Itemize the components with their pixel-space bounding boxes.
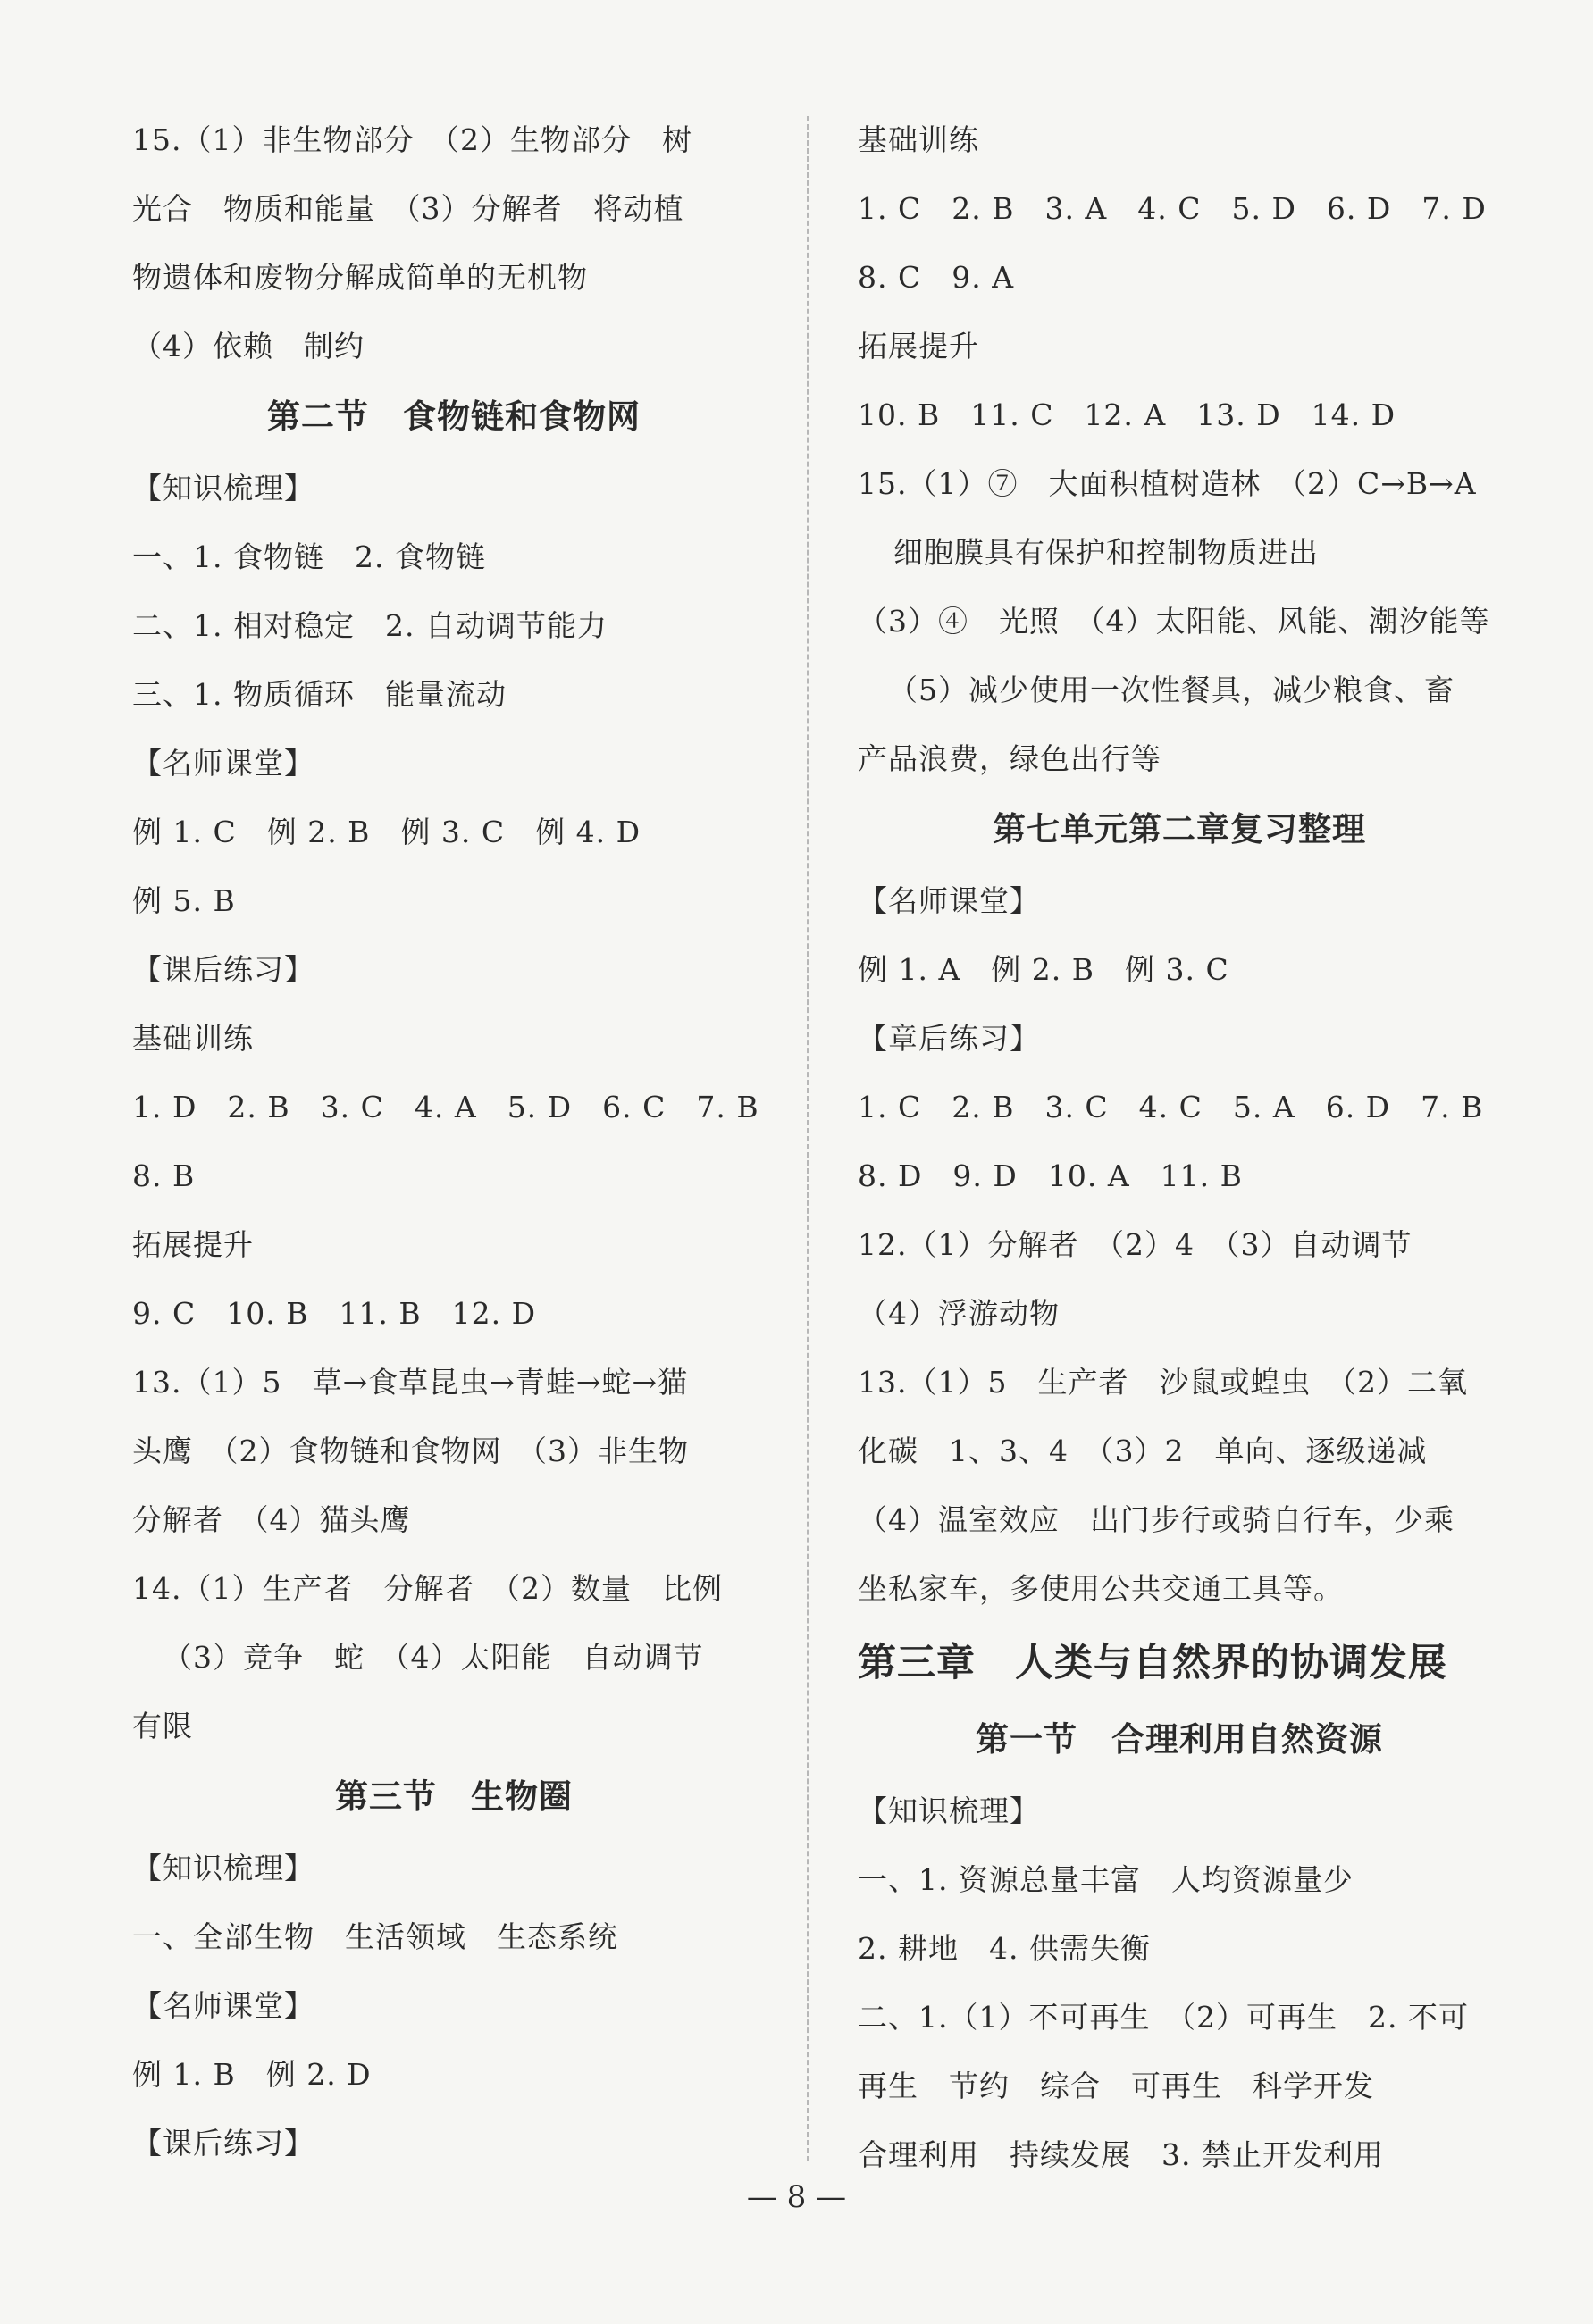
answer-line: 二、1.（1）不可再生 （2）可再生 2. 不可 xyxy=(858,2000,1469,2035)
answer-line: 12.（1）分解者 （2）4 （3）自动调节 xyxy=(858,1227,1413,1262)
answer-line: 8. C 9. A xyxy=(858,260,1015,295)
answer-line: 9. C 10. B 11. B 12. D xyxy=(132,1296,537,1331)
answer-line: 细胞膜具有保护和控制物质进出 xyxy=(893,535,1319,570)
answer-line: 拓展提升 xyxy=(132,1227,254,1262)
answer-line: 15.（1）非生物部分 （2）生物部分 树 xyxy=(132,122,692,157)
answer-line: 二、1. 相对稳定 2. 自动调节能力 xyxy=(132,608,608,643)
answer-line: 例 5. B xyxy=(132,883,236,918)
column-divider xyxy=(807,116,809,2161)
answer-line: 合理利用 持续发展 3. 禁止开发利用 xyxy=(858,2137,1384,2172)
answer-line: 【章后练习】 xyxy=(858,1021,1040,1056)
answer-line: 化碳 1、3、4 （3）2 单向、逐级递减 xyxy=(858,1434,1428,1468)
section-heading: 第七单元第二章复习整理 xyxy=(993,810,1366,849)
answer-line: 再生 节约 综合 可再生 科学开发 xyxy=(858,2069,1374,2103)
answer-line: 三、1. 物质循环 能量流动 xyxy=(132,677,507,712)
answer-line: 13.（1）5 生产者 沙鼠或蝗虫 （2）二氧 xyxy=(858,1365,1468,1400)
answer-line: 【名师课堂】 xyxy=(132,1988,314,2023)
answer-line: 光合 物质和能量 （3）分解者 将动植 xyxy=(132,191,684,226)
section-heading: 第三节 生物圈 xyxy=(335,1777,573,1816)
answer-line: 10. B 11. C 12. A 13. D 14. D xyxy=(858,397,1396,432)
answer-line: 【名师课堂】 xyxy=(858,883,1040,918)
answer-line: 例 1. B 例 2. D xyxy=(132,2057,372,2092)
answer-line: 基础训练 xyxy=(858,122,979,157)
answer-line: 15.（1）⑦ 大面积植树造林 （2）C→B→A xyxy=(858,466,1477,501)
answer-line: 1. D 2. B 3. C 4. A 5. D 6. C 7. B xyxy=(132,1090,759,1124)
answer-line: 基础训练 xyxy=(132,1021,254,1056)
left-column xyxy=(132,105,776,2178)
answer-line: 产品浪费，绿色出行等 xyxy=(858,741,1161,776)
answer-line: 13.（1）5 草→食草昆虫→青蛙→蛇→猫 xyxy=(132,1365,689,1400)
answer-line: （4）浮游动物 xyxy=(858,1296,1060,1331)
answer-line: 【名师课堂】 xyxy=(132,746,314,781)
answer-line: 例 1. C 例 2. B 例 3. C 例 4. D xyxy=(132,815,641,849)
page-number: — 8 — xyxy=(746,2179,847,2215)
answer-line: 一、1. 资源总量丰富 人均资源量少 xyxy=(858,1862,1354,1897)
answer-line: 2. 耕地 4. 供需失衡 xyxy=(858,1931,1151,1966)
answer-line: 一、全部生物 生活领域 生态系统 xyxy=(132,1919,618,1954)
section-heading: 第一节 合理利用自然资源 xyxy=(976,1720,1383,1759)
section-heading: 第二节 食物链和食物网 xyxy=(267,397,641,436)
answer-line: 8. D 9. D 10. A 11. B xyxy=(858,1158,1243,1193)
answer-line: 【知识梳理】 xyxy=(858,1793,1040,1828)
right-column xyxy=(858,105,1501,2189)
chapter-heading: 第三章 人类与自然界的协调发展 xyxy=(858,1641,1447,1685)
answer-line: 14.（1）生产者 分解者 （2）数量 比例 xyxy=(132,1571,723,1606)
answer-line: （4）温室效应 出门步行或骑自行车，少乘 xyxy=(858,1502,1455,1537)
answer-line: 1. C 2. B 3. A 4. C 5. D 6. D 7. D xyxy=(858,191,1487,226)
answer-line: 物遗体和废物分解成简单的无机物 xyxy=(132,260,588,295)
answer-line: 一、1. 食物链 2. 食物链 xyxy=(132,539,486,574)
answer-line: 坐私家车，多使用公共交通工具等。 xyxy=(858,1571,1344,1606)
answer-line: 有限 xyxy=(132,1709,193,1743)
answer-line: 【知识梳理】 xyxy=(132,471,314,506)
answer-line: 【课后练习】 xyxy=(132,952,314,987)
answer-line: 分解者 （4）猫头鹰 xyxy=(132,1502,411,1537)
answer-line: 头鹰 （2）食物链和食物网 （3）非生物 xyxy=(132,1434,689,1468)
answer-line: 拓展提升 xyxy=(858,329,979,364)
answer-line: （3）④ 光照 （4）太阳能、风能、潮汐能等 xyxy=(858,604,1490,639)
answer-line: （4）依赖 制约 xyxy=(132,329,365,364)
answer-line: 【知识梳理】 xyxy=(132,1851,314,1885)
answer-line: （5）减少使用一次性餐具，减少粮食、畜 xyxy=(888,673,1455,707)
answer-line: 【课后练习】 xyxy=(132,2126,314,2161)
answer-line: 例 1. A 例 2. B 例 3. C xyxy=(858,952,1229,987)
answer-line: （3）竞争 蛇 （4）太阳能 自动调节 xyxy=(163,1640,704,1675)
answer-line: 1. C 2. B 3. C 4. C 5. A 6. D 7. B xyxy=(858,1090,1484,1124)
answer-line: 8. B xyxy=(132,1158,196,1193)
